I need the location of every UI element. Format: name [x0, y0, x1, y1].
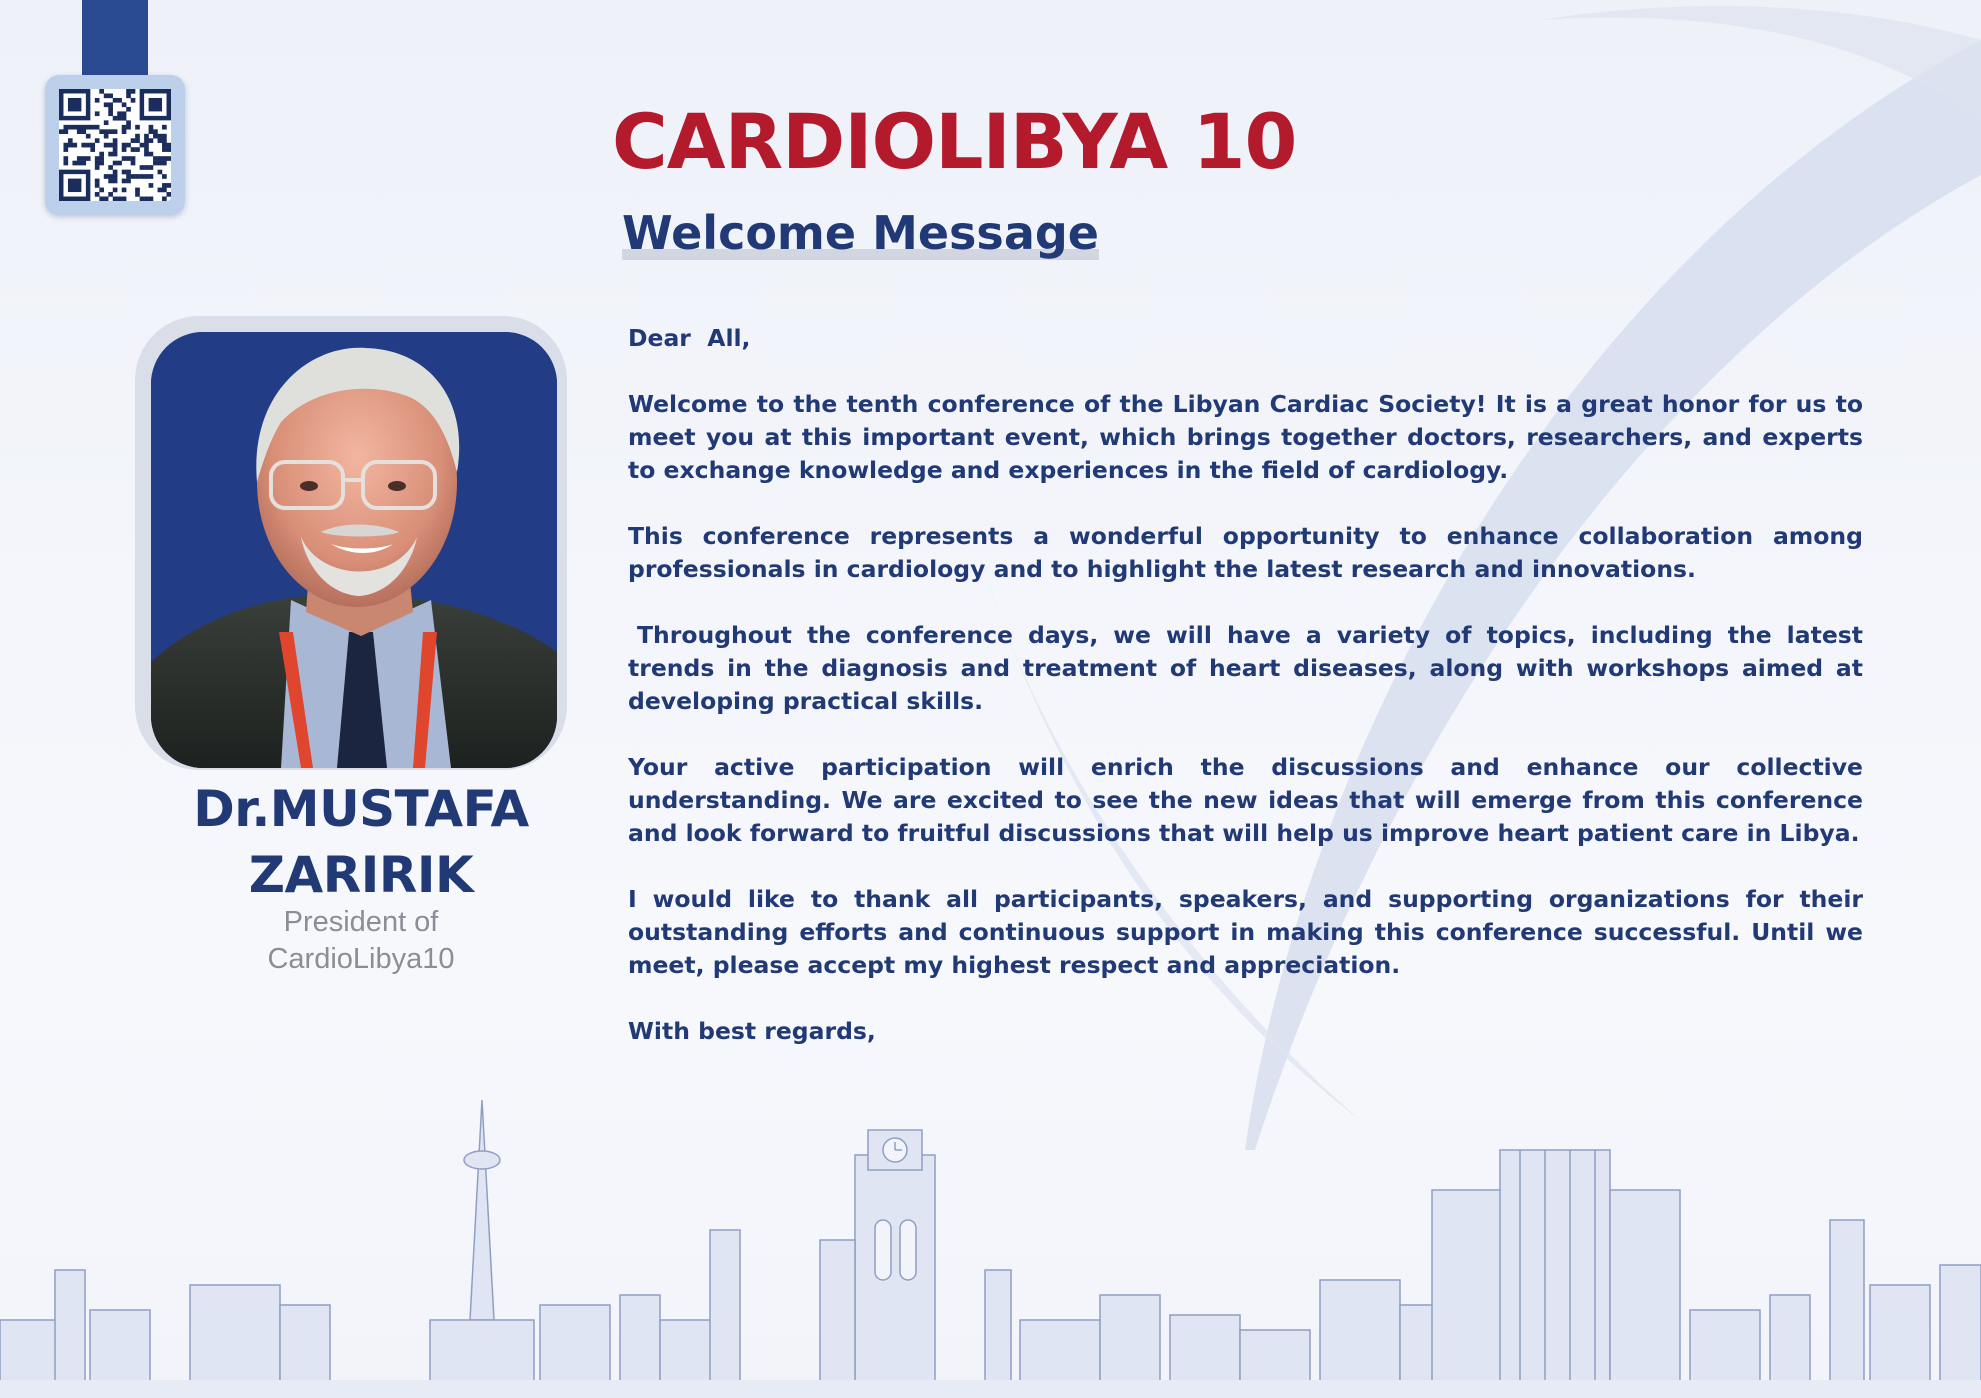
speaker-name-line1: Dr.MUSTAFA [193, 780, 529, 838]
letter-paragraph: I would like to thank all participants, speakers, and supporting organizations for their outstanding efforts and continuous support in making this conference successful. Until we meet, please accept my highest respect and appreciation. [628, 885, 1863, 979]
page-title: CARDIOLIBYA 10 [612, 97, 1297, 186]
speaker-photo [151, 332, 557, 768]
speaker-name [130, 776, 592, 908]
qr-code-icon [59, 89, 171, 201]
letter-paragraph: This conference represents a wonderful opportunity to enhance collaboration among professionals in cardiology and to highlight the latest research and innovations. [628, 522, 1863, 583]
letter-paragraph: Welcome to the tenth conference of the Libyan Cardiac Society! It is a great honor for us to meet you at this important event, which brings together doctors, researchers, and experts to exchange knowledge and experiences in the field of cardiology. [628, 390, 1863, 484]
qr-badge [45, 75, 185, 215]
city-skyline-illustration [0, 1080, 1981, 1398]
page-subtitle: Welcome Message [622, 206, 1099, 260]
letter-closing: With best regards, [628, 1017, 876, 1045]
letter-paragraph: Your active participation will enrich the discussions and enhance our collective understanding. We are excited to see the new ideas that will emerge from this conference and look forward to fruitful discussions that will help us improve heart patient care in Libya. [628, 753, 1863, 847]
speaker-name-line2: ZARIRIK [248, 846, 474, 904]
letter-paragraph: Throughout the conference days, we will have a variety of topics, including the latest trends in the diagnosis and treatment of heart diseases, along with workshops aimed at developing practical skills. [628, 621, 1863, 715]
speaker-role-line2: CardioLibya10 [267, 943, 455, 975]
welcome-letter [628, 322, 1863, 1081]
speaker-role-line1: President of [283, 906, 439, 938]
speaker-role [160, 904, 562, 978]
letter-greeting: Dear All, [628, 324, 751, 352]
